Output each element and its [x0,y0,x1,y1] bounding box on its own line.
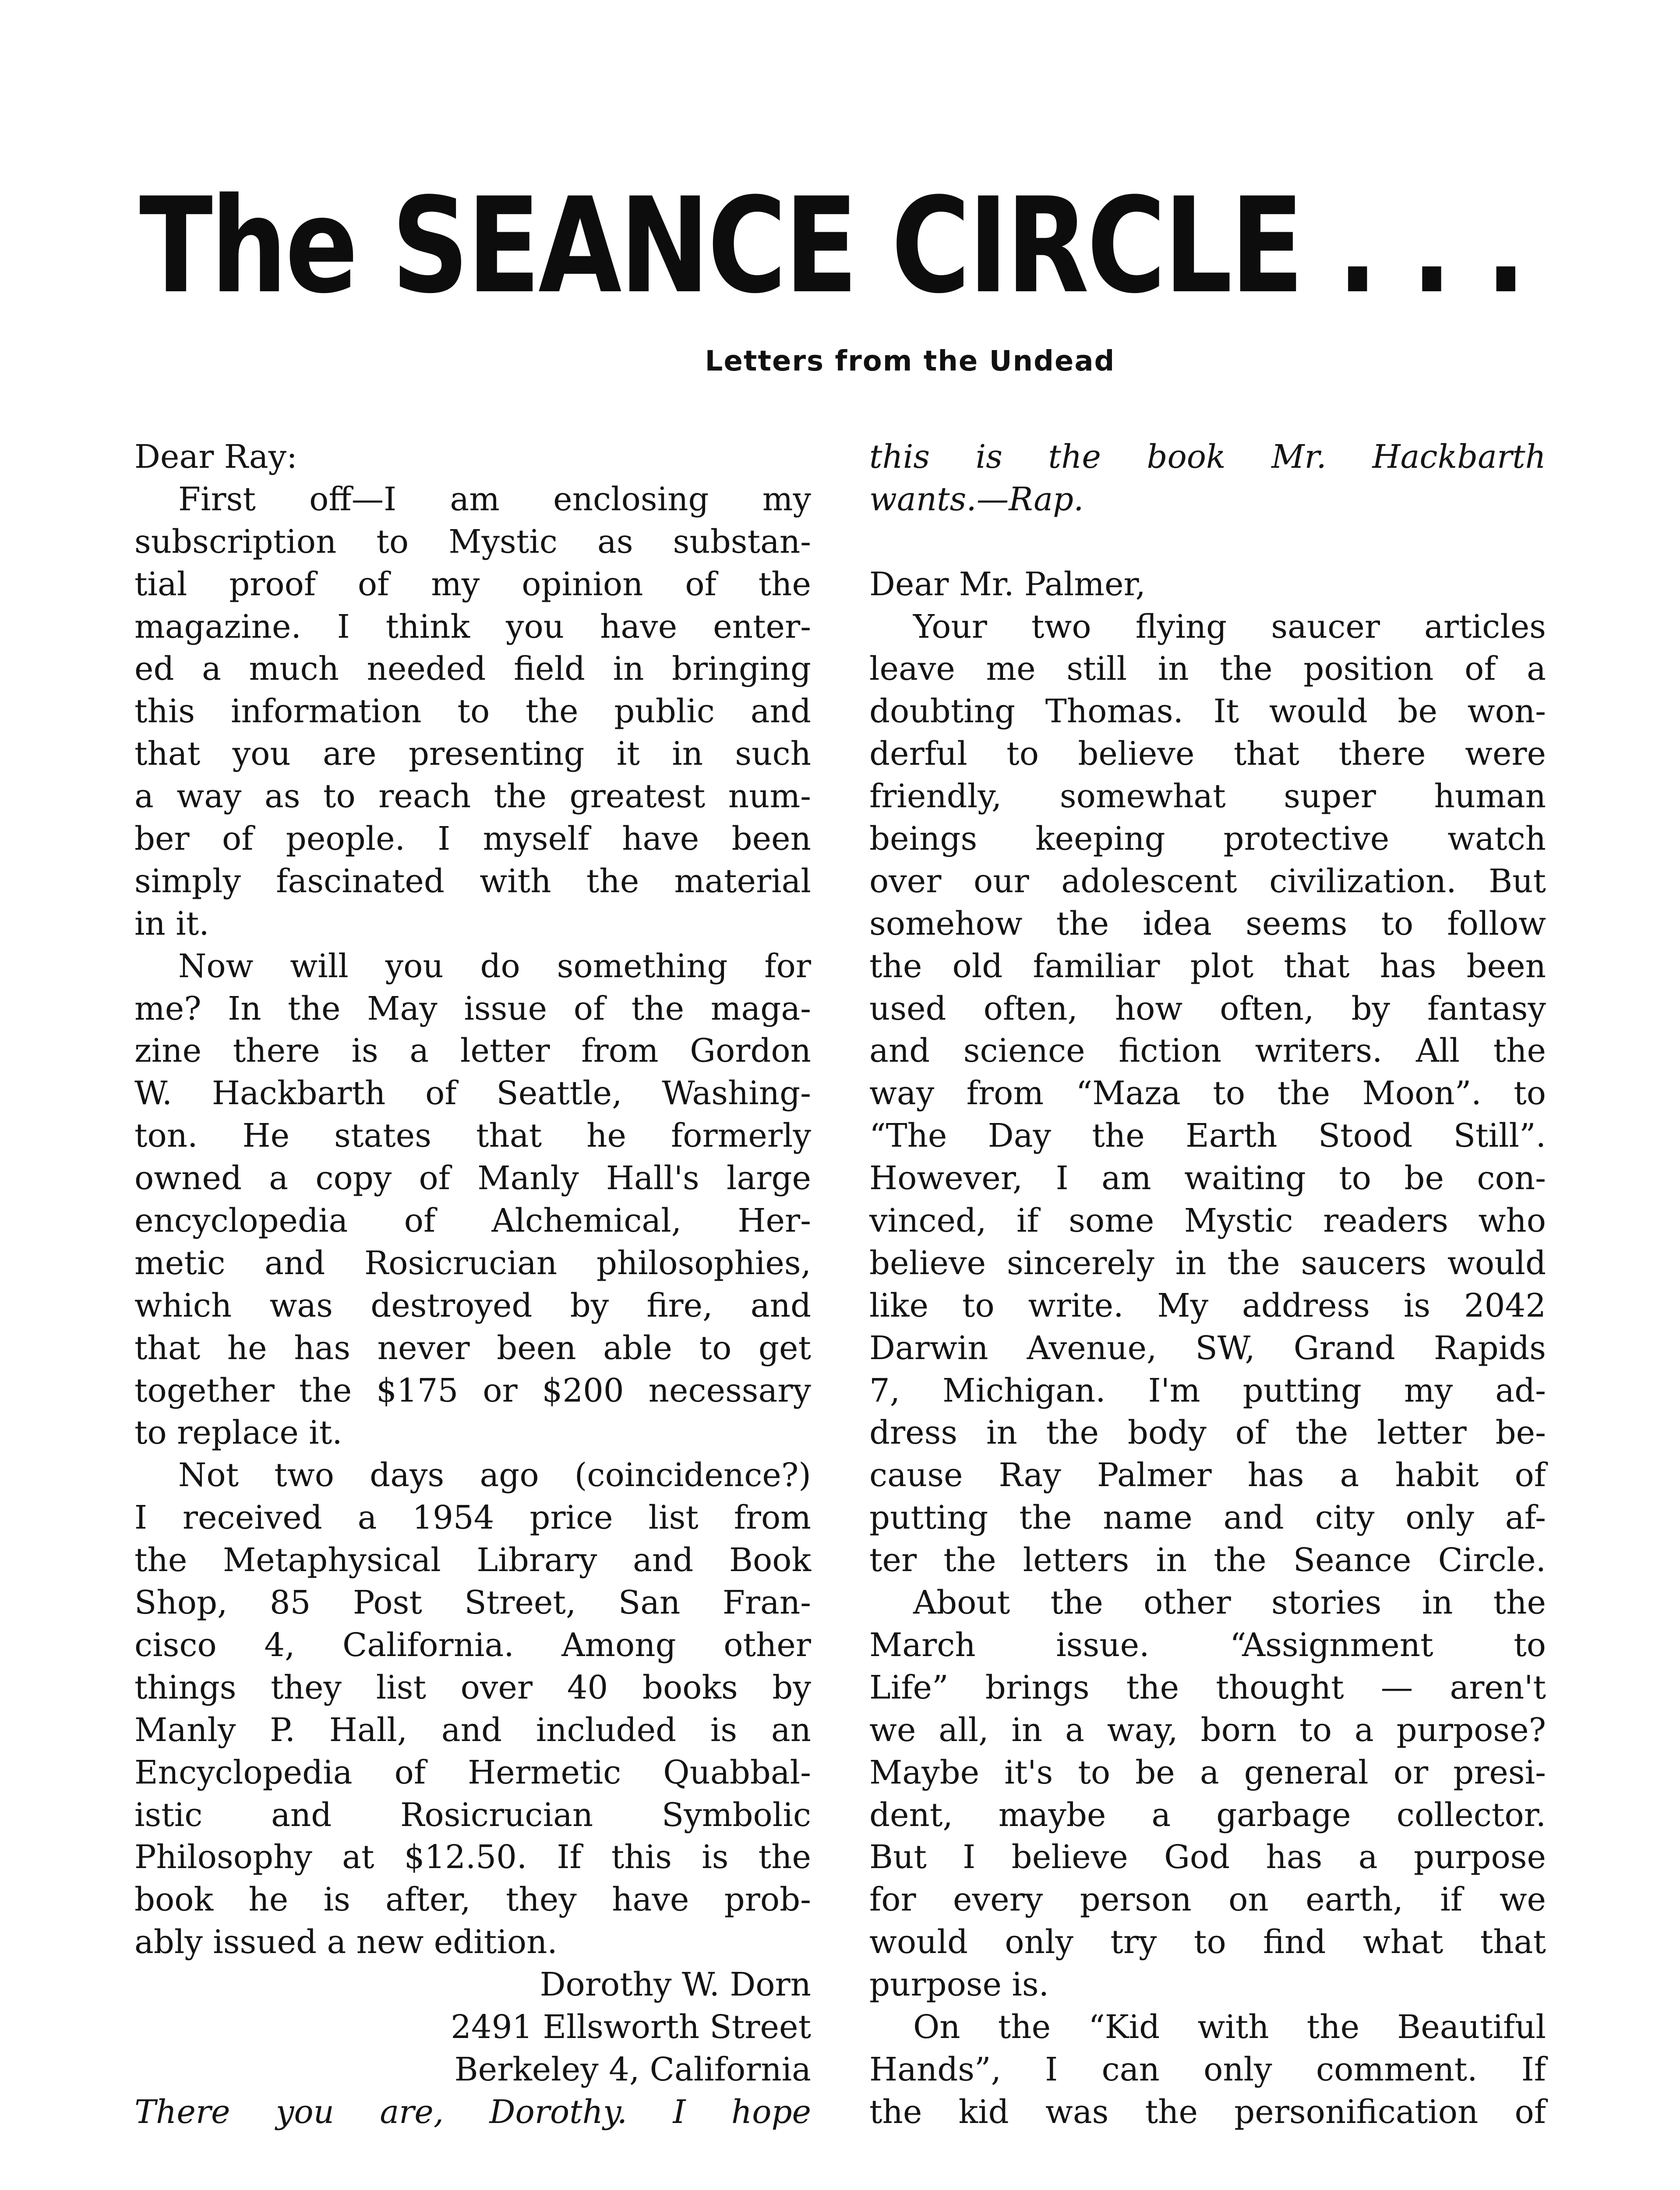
text-line: encyclopedia of Alchemical, Her- [134,1202,811,1240]
text-line: Your two flying saucer articles [913,608,1546,646]
text-line: cause Ray Palmer has a habit of [869,1457,1546,1494]
text-line: derful to believe that there were [869,735,1546,773]
text-line: dress in the body of the letter be- [869,1414,1546,1452]
text-line [869,521,1546,564]
text-line: a way as to reach the greatest num- [134,778,811,816]
text-line: Not two days ago (coincidence?) [178,1457,811,1494]
text-line: But I believe God has a purpose [869,1839,1546,1876]
text-line: me? In the May issue of the maga- [134,990,811,1028]
text-line: book he is after, they have prob- [134,1881,811,1919]
text-line: “The Day the Earth Stood Still”. [869,1117,1546,1155]
text-line: Now will you do something for [178,947,811,985]
text-line: I received a 1954 price list from [134,1499,811,1537]
text-line: this information to the public and [134,693,811,731]
text-line: There you are, Dorothy. I hope [134,2093,811,2131]
text-line: over our adolescent civilization. But [869,862,1546,900]
text-line: this is the book Mr. Hackbarth [869,438,1546,476]
text-line: the Metaphysical Library and Book [134,1542,811,1579]
text-line: magazine. I think you have enter- [134,608,811,646]
text-line: together the $175 or $200 necessary [134,1372,811,1409]
text-line: which was destroyed by fire, and [134,1287,811,1325]
text-line: Berkeley 4, California [454,2051,811,2088]
text-line: About the other stories in the [913,1584,1546,1622]
text-line: that you are presenting it in such [134,735,811,773]
text-line: somehow the idea seems to follow [869,905,1546,943]
text-line: Dear Ray: [134,438,297,476]
text-line: March issue. “Assignment to [869,1626,1546,1664]
text-line: vinced, if some Mystic readers who [869,1202,1546,1240]
text-line: 2491 Ellsworth Street [451,2008,811,2046]
text-line: that he has never been able to get [134,1329,811,1367]
text-line: zine there is a letter from Gordon [134,1032,811,1070]
page-title: The SEANCE CIRCLE . . . [139,170,1525,322]
text-line: tial proof of my opinion of the [134,565,811,603]
text-line: wants.—Rap. [869,480,1084,518]
letters-right-column [869,436,1546,2134]
text-line: istic and Rosicrucian Symbolic [134,1796,811,1834]
text-line: leave me still in the position of a [869,650,1546,688]
text-line: ber of people. I myself have been [134,820,811,858]
text-line: friendly, somewhat super human [869,778,1546,816]
text-line: beings keeping protective watch [869,820,1546,858]
text-line: cisco 4, California. Among other [134,1626,811,1664]
text-line: Shop, 85 Post Street, San Fran- [134,1584,811,1622]
text-line: 7, Michigan. I'm putting my ad- [869,1372,1546,1409]
text-line: purpose is. [869,1966,1049,2004]
text-line: metic and Rosicrucian philosophies, [134,1244,811,1282]
text-line: ed a much needed field in bringing [134,650,811,688]
text-line: On the “Kid with the Beautiful [913,2008,1546,2046]
text-line: Life” brings the thought — aren't [869,1669,1546,1706]
text-line: way from “Maza to the Moon”. to [869,1075,1546,1113]
text-line: Darwin Avenue, SW, Grand Rapids [869,1329,1546,1367]
text-line: the old familiar plot that has been [869,947,1546,985]
text-line: Hands”, I can only comment. If [869,2051,1546,2088]
letters-left-column [134,436,811,2134]
text-line: Maybe it's to be a general or presi- [869,1754,1546,1791]
text-line: ter the letters in the Seance Circle. [869,1542,1546,1579]
text-line: for every person on earth, if we [869,1881,1546,1919]
text-line: like to write. My address is 2042 [869,1287,1546,1325]
text-line: simply fascinated with the material [134,862,811,900]
text-line: Manly P. Hall, and included is an [134,1711,811,1749]
text-line: to replace it. [134,1414,342,1452]
text-line: ably issued a new edition. [134,1924,558,1961]
text-line: Dorothy W. Dorn [540,1966,811,2004]
text-line: However, I am waiting to be con- [869,1160,1546,1197]
text-line: in it. [134,905,209,943]
text-line: and science fiction writers. All the [869,1032,1546,1070]
page-subtitle: Letters from the Undead [705,345,1115,378]
text-line: we all, in a way, born to a purpose? [869,1711,1546,1749]
text-line: things they list over 40 books by [134,1669,811,1706]
text-line: used often, how often, by fantasy [869,990,1546,1028]
text-line: Encyclopedia of Hermetic Quabbal- [134,1754,811,1791]
text-line: subscription to Mystic as substan- [134,523,811,561]
text-line: dent, maybe a garbage collector. [869,1796,1546,1834]
text-line: Philosophy at $12.50. If this is the [134,1839,811,1876]
text-line: believe sincerely in the saucers would [869,1244,1546,1282]
text-line: W. Hackbarth of Seattle, Washing- [134,1075,811,1113]
text-line: Dear Mr. Palmer, [869,565,1146,603]
text-line: the kid was the personification of [869,2093,1546,2131]
text-line: owned a copy of Manly Hall's large [134,1160,811,1197]
text-line: First off—I am enclosing my [178,480,811,518]
text-line: would only try to find what that [869,1924,1546,1961]
text-line: ton. He states that he formerly [134,1117,811,1155]
text-line: putting the name and city only af- [869,1499,1546,1537]
text-line: doubting Thomas. It would be won- [869,693,1546,731]
